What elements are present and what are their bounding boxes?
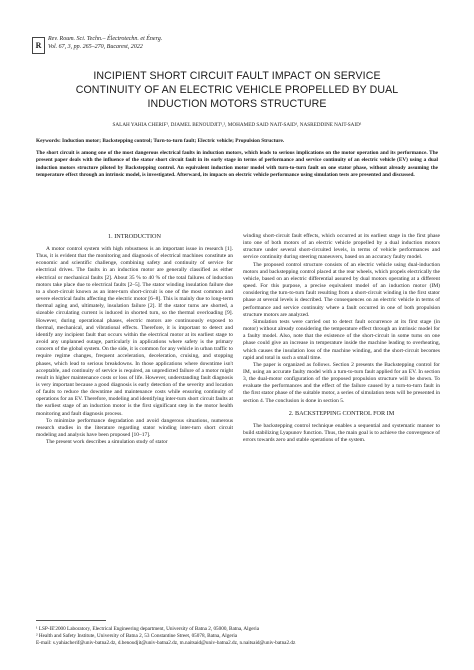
- title-line-1: INCIPIENT SHORT CIRCUIT FAULT IMPACT ON SERVICE: [93, 70, 381, 82]
- paragraph: To minimize performance degradation and avoid dangerous situations, numerous research studies in the literature regarding stator winding inter-turn short circuit modeling and analysis have been proposed [10–17].: [36, 417, 233, 439]
- journal-header: [32, 36, 452, 54]
- abstract: The short circuit is among one of the most dangerous electrical faults in induction motors, which leads to serious implications on the motor operation and its performance. The present paper deals with the influence of the stator short circuit fault in its early stage in terms of performance and service continuity of an electric vehicle (EV) using a dual induction motors structure piloted by Backstepping control. An equivalent induction motor model with turn-to-turn fault on one stator phase, without already assuming the temperature effect through an intrinsic model, is investigated. Afterward, its impacts on electric vehicle performance using simulation tests are presented and discussed.: [36, 150, 438, 178]
- right-column: [243, 233, 440, 444]
- footnote-emails: E-mail: s.yahiacherif@univ-batna2.dz, d.benoudjit@univ-batna2.dz, m.naitsaid@univ-batna2.dz, n.naitsaid@univ-batna2.dz: [36, 640, 296, 647]
- title-line-3: INDUCTION MOTORS STRUCTURE: [147, 98, 327, 110]
- paragraph: winding short-circuit fault effects, which occurred at its earliest stage in the first phase into one of both motors of an electric vehicle propelled by a dual induction motors structure under several short-circuited levels, in terms of vehicle performances and service continuity during steering maneuvers, based on an accuracy faulty model.: [243, 233, 440, 261]
- paragraph: A motor control system with high robustness is an important issue in research [1]. Thus, it is evident that the monitoring and diagnosis of electrical machines constitute an economic and scientific challenge, combining safety and continuity of service for electrical drives. The faults in an induction motor are generally classified as either electrical or mechanical faults [2]. About 35 % to 40 % of the total failures of induction motors take place due to electrical faults [2–5]. The stator winding insulation failure due to a short-circuit known as an inter-turn short-circuit is one of the most common and severe electrical faults affecting the electric motor [6–8]. This is mainly due to long-term thermal aging and, ultimately, insulation failure [2]. If the stator turns are shorted, a sizeable circulating current is induced in shorted turn, so the thermal overloading [9]. However, during operational phases, electric motors are continuously exposed to thermal, mechanical, and vibrational effects. Therefore, it is important to detect and identify any incipient fault that occurs within the electrical motor at its earliest stage to avoid any unplanned outage, particularly in applications where safety is the primary concern of the global system. On the side, it is common for any vehicle in urban traffic to require regime changes, frequent acceleration, deceleration, cruising, and stopping phases, which lead to serious breakdowns. In those applications where downtime isn't acceptable, and continuity of service is required, an unpredicted failure of a motor might result in higher maintenance costs or loss of life. However, understanding fault diagnosis is very important because a good diagnosis is early detection of the severity and location of faults to reduce the downtime and maintenance costs while ensuring continuity of operations for an EV. Therefore, modeling and identifying inter-turn short circuit faults at the earliest stage of an induction motor is the first significant step in the motor health monitoring and fault diagnosis process.: [36, 246, 233, 417]
- title-line-2: CONTINUITY OF AN ELECTRIC VEHICLE PROPELLED BY DUAL: [75, 84, 399, 96]
- footnote-affiliation-1: ¹ LSP-IE'2000 Laboratory, Electrical Engineering department, University of Batna 2, 05000, Batna, Algeria: [36, 626, 259, 632]
- journal-name: Rev. Roum. Sci. Techn.– Électrotechn. et Énerg.: [48, 36, 163, 42]
- footnote-divider: [36, 620, 106, 621]
- paragraph: The present work describes a simulation study of stator: [46, 439, 168, 446]
- paper-title: [36, 69, 438, 111]
- paragraph: The backstepping control technique enables a sequential and systematic manner to build stabilizing Lyapunov function. Thus, the main goal is to achieve the convergence of errors towards zero and stable operations of the system.: [243, 422, 440, 444]
- journal-citation: [48, 36, 162, 51]
- keywords-line: [36, 138, 438, 145]
- paragraph: Simulation tests were carried out to detect fault occurrence at its first stage (in motor) without already considering the temperature effect through an intrinsic model for a faulty model. Also, note that the existence of the short-circuit in some turns on one phase could give an increase in temperature inside the machine leading to overheating, which causes the insulation loss of the machine winding, and the short-circuit becomes rapid and total in such a small time.: [243, 318, 440, 361]
- section-title-backstepping: 2. BACKSTEPPING CONTROL FOR IM: [288, 409, 395, 417]
- author-list: SALAH YAHIA CHERIF¹, DJAMEL BENOUDJIT¹,², MOHAMED SAID NAIT-SAID¹, NASREDDINE NAIT-SAID¹: [112, 122, 362, 128]
- paragraph: The paper is organized as follows. Section 2 presents the Backstepping control for IM, using an accurate faulty model with a turn-to-turn fault applied for an EV. In section 3, the dual-motor configuration of the proposed propulsion structure will be shown. To evaluate the performances and the effect of the failure caused by a turn-to-turn fault in the first stator phase of the suitable motor, a series of simulation tests will be presented in section 4. The conclusion is done in section 5.: [243, 361, 440, 404]
- footnotes: [36, 626, 446, 648]
- journal-logo: R: [32, 37, 45, 54]
- paragraph: The proposed control structure consists of an electric vehicle using dual-induction motors and backstepping control placed at the rear wheels, which propels electrically the vehicle, based on an electric differential assured by dual motors operating at a different speed. For this purpose, a precise equivalent model of an induction motor (IM) considering the turn-to-turn fault resulting from a short-circuit winding in the first stator phase at several levels is described. The consequences on an electric vehicle in terms of performance and service continuity where a fault occurred in one of both propulsion structure motors are analyzed.: [243, 261, 440, 318]
- keywords-text: Induction motor; Backstepping control; Turn-to-turn fault; Electric vehicle; Propulsion Structure.: [62, 138, 285, 144]
- journal-volume: Vol. 67, 3, pp. 265–270, Bucarest, 2022: [48, 43, 143, 50]
- section-title-introduction: 1. INTRODUCTION: [108, 233, 161, 240]
- keywords-label: Keywords:: [36, 138, 61, 144]
- left-column: [36, 233, 233, 446]
- footnote-affiliation-2: ² Health and Safety Institute, University of Batna 2, 53 Constantine Street, 05078, Batna, Algeria: [36, 633, 238, 640]
